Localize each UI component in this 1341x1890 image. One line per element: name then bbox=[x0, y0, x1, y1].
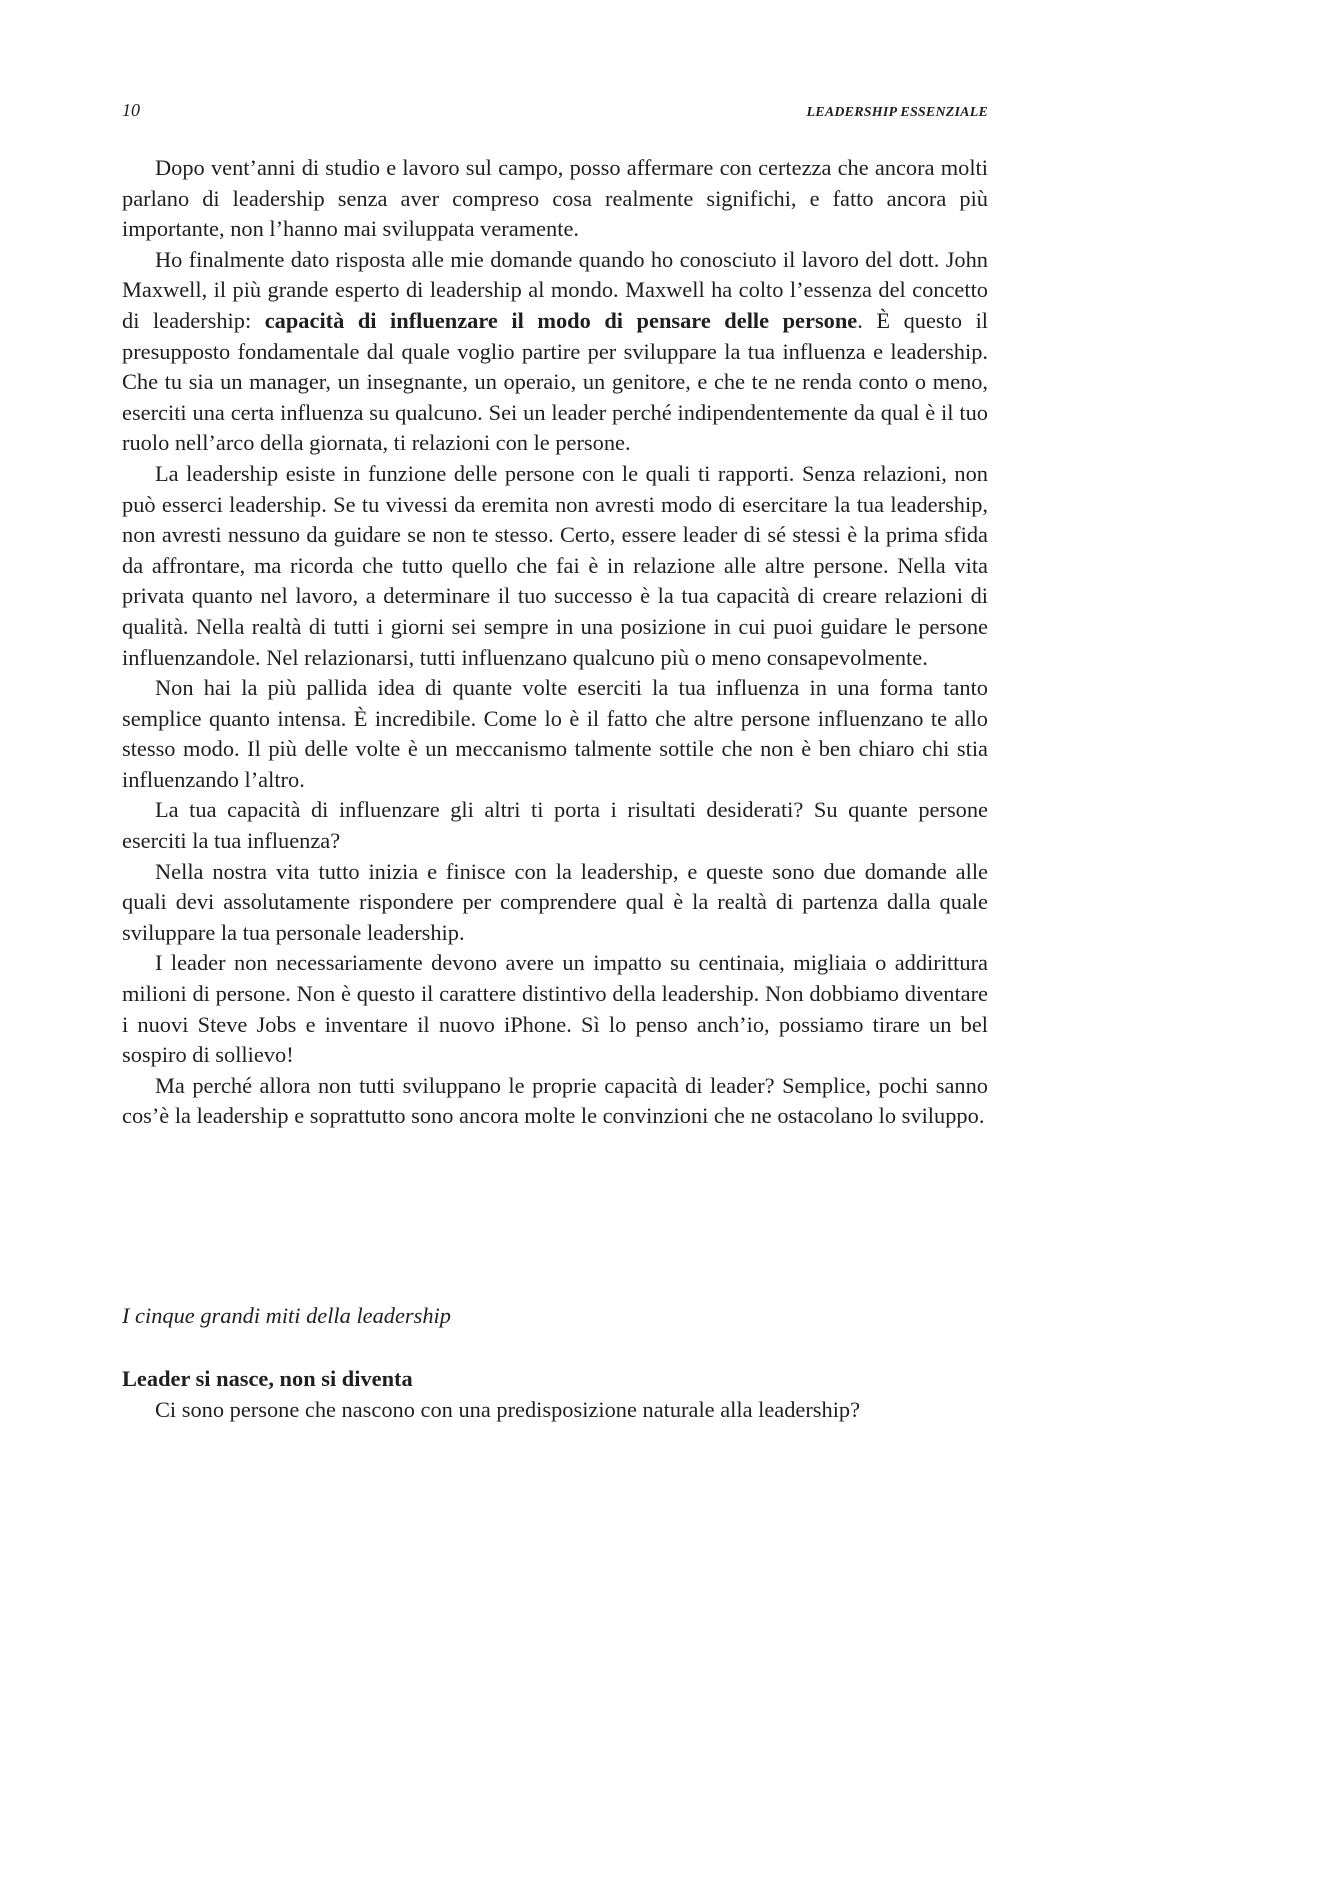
body-text bbox=[122, 153, 988, 1132]
paragraph-4: Non hai la più pallida idea di quante volte eserciti la tua influenza in una forma tanto semplice quanto intensa. È incredibile. Come lo è il fatto che altre persone influenzano te allo stesso modo. Il più delle volte è un meccanismo talmente sottile che non è ben chiaro chi stia influenzando l’altro. bbox=[122, 675, 988, 792]
paragraph-2-end: . È questo il presupposto fondamentale dal quale voglio partire per sviluppare la tua influenza e leadership. Che tu sia un manager, un insegnante, un operaio, un genitore, e che te ne renda conto o meno, eserciti una certa influenza su qualcuno. Sei un leader perché indipendentemente da qual è il tuo ruolo nell’arco della giornata, ti relazioni con le persone. bbox=[122, 307, 989, 456]
paragraph-5: La tua capacità di influenzare gli altri ti porta i risultati desiderati? Su quante persone eserciti la tua influenza? bbox=[122, 797, 988, 854]
paragraph-2-start: Ho finalmente dato risposta alle mie domande quando ho conosciuto il lavoro del dott. John Maxwell, il più grande esperto di leadership al mondo. Maxwell ha colto l’essenza del concetto di leadership: bbox=[122, 246, 988, 333]
paragraph-3: La leadership esiste in funzione delle persone con le quali ti rapporti. Senza relazioni, non può esserci leadership. Se tu vivessi da eremita non avresti modo di esercitare la tua leadership, non avresti nessuno da guidare se non te stesso. Certo, essere leader di sé stessi è la prima sfida da affrontare, ma ricorda che tutto quello che fai è in relazione alle altre persone. Nella vita privata quanto nel lavoro, a determinare il tuo successo è la tua capacità di creare relazioni di qualità. Nella realtà di tutti i giorni sei sempre in una posizione in cui puoi guidare le persone influenzandole. Nel relazionarsi, tutti influenzano qualcuno più o meno consapevolmente. bbox=[122, 460, 988, 670]
running-title: LEADERSHIP ESSENZIALE bbox=[806, 105, 988, 120]
paragraph-7: I leader non necessariamente devono avere un impatto su centinaia, migliaia o addirittura milioni di persone. Non è questo il carattere distintivo della leadership. Non dobbiamo diventare i nuovi Steve Jobs e inventare il nuovo iPhone. Sì lo penso anch’io, possiamo tirare un bel sospiro di sollievo! bbox=[122, 950, 988, 1068]
section-heading: I cinque grandi miti della leadership bbox=[122, 1303, 451, 1328]
subsection-heading: Leader si nasce, non si diventa bbox=[122, 1366, 413, 1391]
paragraph-2 bbox=[122, 245, 988, 459]
paragraph-6: Nella nostra vita tutto inizia e finisce con la leadership, e queste sono due domande alle quali devi assolutamente rispondere per comprendere qual è la realtà di partenza dalla quale sviluppare la tua personale leadership. bbox=[122, 858, 988, 945]
page-number: 10 bbox=[122, 100, 140, 120]
paragraph-8: Ma perché allora non tutti sviluppano le proprie capacità di leader? Semplice, pochi sanno cos’è la leadership e soprattutto sono ancora molte le convinzioni che ne ostacolano lo sviluppo. bbox=[122, 1072, 988, 1129]
subsection bbox=[122, 1364, 988, 1425]
running-head bbox=[122, 100, 988, 126]
subsection-paragraph-1: Ci sono persone che nascono con una predisposizione naturale alla leadership? bbox=[155, 1396, 861, 1422]
key-definition: capacità di influenzare il modo di pensare delle persone bbox=[264, 307, 858, 333]
paragraph-1: Dopo vent’anni di studio e lavoro sul campo, posso affermare con certezza che ancora molti parlano di leadership senza aver compreso cosa realmente significhi, e fatto ancora più importante, non l’hanno mai sviluppata veramente. bbox=[122, 155, 988, 242]
